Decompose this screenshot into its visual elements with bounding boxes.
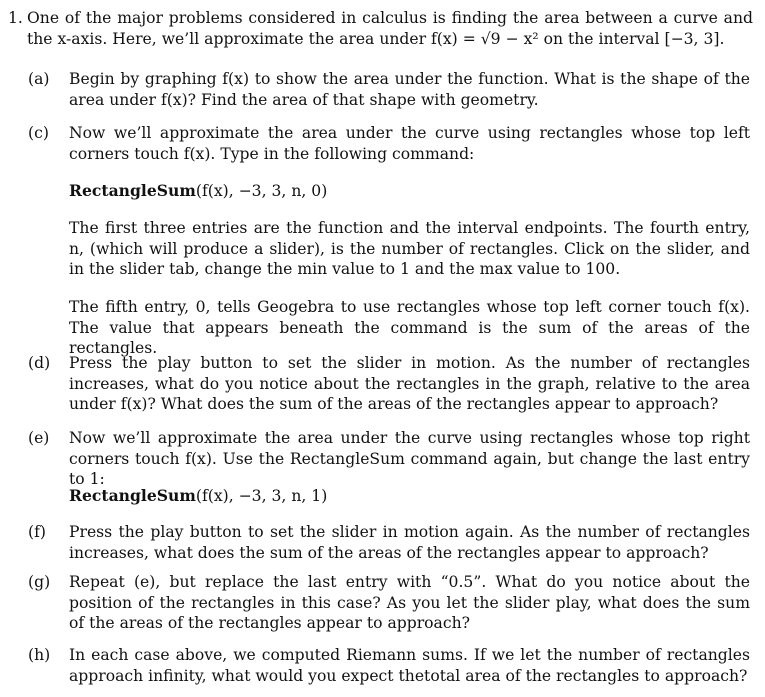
part-h — [28, 645, 750, 686]
part-label: (e) — [28, 429, 50, 447]
part-text: Now we’ll approximate the area under the curve using rectangles whose top left corners touch f(x). Type in the following command: — [69, 124, 750, 163]
problem-intro: One of the major problems considered in calculus is finding the area between a curve and the x-axis. Here, we’ll approximate the area under f(x) = √9 − x² on the interval [−3, 3]. — [27, 9, 753, 48]
part-d — [28, 353, 750, 415]
part-e — [28, 428, 750, 490]
part-text: In each case above, we computed Riemann sums. If we let the number of rectangles approach infinity, what would you expect thetotal area of the rectangles to approach? — [69, 646, 750, 685]
paragraph-fifth-entry: The fifth entry, 0, tells Geogebra to use rectangles whose top left corner touch f(x). The value that appears beneath the command is the sum of the areas of the rectangles. — [69, 298, 750, 357]
command-name: RectangleSum — [69, 486, 196, 505]
command-args: (f(x), −3, 3, n, 1) — [195, 487, 328, 505]
command-right-endpoint — [69, 486, 327, 507]
part-c — [28, 123, 750, 164]
part-label: (h) — [28, 646, 51, 664]
command-name: RectangleSum — [69, 181, 196, 200]
part-f — [28, 522, 750, 563]
part-label: (g) — [28, 573, 51, 591]
paragraph-slider-instructions: The first three entries are the function and the interval endpoints. The fourth entry, n, (which will produce a slider), is the number of rectangles. Click on the slider, and in the slider tab, change the min value to 1 and the max value to 100. — [69, 219, 750, 278]
part-text: Press the play button to set the slider in motion again. As the number of rectangles increases, what does the sum of the areas of the rectangles appear to approach? — [69, 523, 750, 562]
part-text: Press the play button to set the slider in motion. As the number of rectangles increases, what do you notice about the rectangles in the graph, relative to the area under f(x)? What does the sum of the areas of the rectangles appear to approach? — [69, 354, 750, 413]
part-label: (a) — [28, 70, 50, 88]
part-label: (d) — [28, 354, 51, 372]
problem-1 — [8, 8, 753, 49]
part-label: (f) — [28, 523, 46, 541]
part-label: (c) — [28, 124, 49, 142]
part-g — [28, 572, 750, 634]
command-args: (f(x), −3, 3, n, 0) — [195, 182, 328, 200]
part-text: Begin by graphing f(x) to show the area under the function. What is the shape of the area under f(x)? Find the area of that shape with geometry. — [69, 70, 750, 109]
part-text: Repeat (e), but replace the last entry with “0.5”. What do you notice about the position of the rectangles in this case? As you let the slider play, what does the sum of the areas of the rectangles appear to approach? — [69, 573, 750, 632]
problem-number: 1. — [8, 9, 23, 27]
command-left-endpoint — [69, 181, 327, 202]
part-a — [28, 69, 750, 110]
part-text: Now we’ll approximate the area under the curve using rectangles whose top right corners touch f(x). Use the RectangleSum command again, but change the last entry to 1: — [69, 429, 750, 488]
